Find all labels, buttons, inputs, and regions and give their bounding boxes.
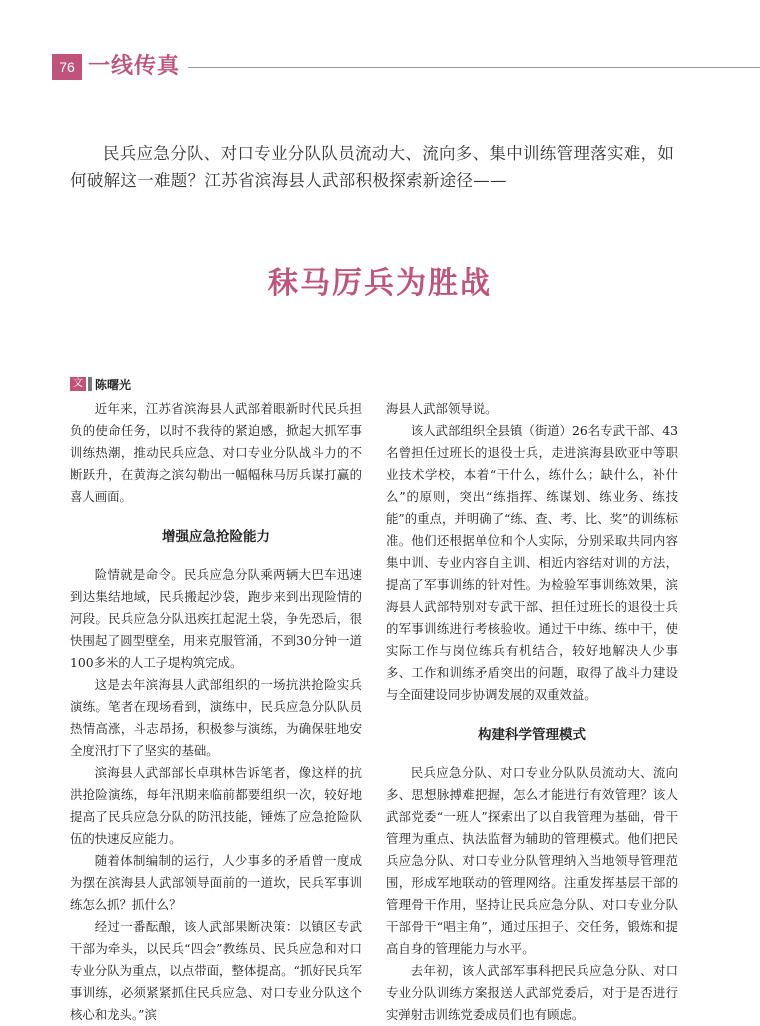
section-heading: 增强应急抢险能力 bbox=[162, 529, 270, 545]
byline bbox=[70, 376, 131, 392]
paragraph: 近年来，江苏省滨海县人武部着眼新时代民兵担负的使命任务，以时不我待的紧迫感，掀起大抓军事训练热潮，推动民兵应急、对口专业分队战斗力的不断跃升，在黄海之滨勾勒出一幅幅秣马厉兵谋打赢的喜人画面。 bbox=[70, 401, 362, 504]
paragraph: 经过一番酝酿，该人武部果断决策：以镇区专武干部为牵头，以民兵“四会”教练员、民兵应急和对口专业分队为重点，以点带面，整体提高。“抓好民兵军事训练，必须紧紧抓住民兵应急、对口专业分队这个核心和龙头。”滨 bbox=[70, 919, 362, 1022]
paragraph: 去年初，该人武部军事科把民兵应急分队、对口专业分队训练方案报送人武部党委后，对于是否进行实弹射击训练党委成员们也有顾虑。 bbox=[386, 963, 678, 1022]
page-number: 76 bbox=[52, 54, 82, 80]
byline-divider bbox=[88, 377, 92, 391]
article-title: 秣马厉兵为胜战 bbox=[268, 266, 492, 301]
section-name: 一线传真 bbox=[88, 54, 181, 79]
left-column bbox=[70, 398, 362, 1026]
section-heading: 构建科学管理模式 bbox=[478, 727, 586, 743]
byline-author: 陈曙光 bbox=[95, 377, 132, 392]
right-column bbox=[386, 398, 678, 1026]
article-lead: 民兵应急分队、对口专业分队队员流动大、流向多、集中训练管理落实难，如何破解这一难题？江苏省滨海县人武部积极探索新途径—— bbox=[70, 144, 675, 190]
paragraph: 该人武部组织全县镇（街道）26名专武干部、43名曾担任过班长的退役士兵，走进滨海县欧亚中等职业技术学校，本着“干什么，练什么；缺什么，补什么”的原则，突出“练指挥、练谋划、练业务、练技能”的重点，并明确了“练、查、考、比、奖”的训练标准。他们还根据单位和个人实际，分别采取共同内容集中训、专业内容自主训、相近内容结对训的方法，提高了军事训练的针对性。为检验军事训练效果，滨海县人武部特别对专武干部、担任过班长的退役士兵的军事训练进行考核验收。通过干中练、练中干，使实际工作与岗位练兵有机结合，较好地解决人少事多、工作和训练矛盾突出的问题，取得了战斗力建设与全面建设同步协调发展的双重效益。 bbox=[386, 423, 678, 702]
paragraph: 险情就是命令。民兵应急分队乘两辆大巴车迅速到达集结地域，民兵搬起沙袋，跑步来到出现险情的河段。民兵应急分队迅疾扛起泥土袋，争先恐后，很快围起了圆型壁垒，用来克服管涌，不到30分钟一道100多米的人工子堤构筑完成。 bbox=[70, 567, 362, 670]
paragraph: 这是去年滨海县人武部组织的一场抗洪抢险实兵演练。笔者在现场看到，演练中，民兵应急分队队员热情高涨，斗志昂扬，积极参与演练，为确保驻地安全度汛打下了坚实的基础。 bbox=[70, 677, 362, 758]
byline-tag: 文 bbox=[70, 377, 86, 391]
paragraph: 民兵应急分队、对口专业分队队员流动大、流向多、思想脉搏难把握，怎么才能进行有效管理？该人武部党委“一班人”探索出了以自我管理为基础，骨干管理为重点、执法监督为辅助的管理模式。他们把民兵应急分队、对口专业分队管理纳入当地领导管理范围，形成军地联动的管理网络。注重发挥基层干部的管理骨干作用，坚持让民兵应急分队、对口专业分队干部骨干“唱主角”，通过压担子、交任务，锻炼和提高自身的管理能力与水平。 bbox=[386, 765, 678, 956]
page-header bbox=[0, 52, 760, 84]
paragraph: 随着体制编制的运行，人少事多的矛盾曾一度成为摆在滨海县人武部领导面前的一道坎，民兵军事训练怎么抓？抓什么？ bbox=[70, 853, 362, 912]
paragraph: 滨海县人武部部长卓琪林告诉笔者，像这样的抗洪抢险演练，每年汛期来临前都要组织一次，较好地提高了民兵应急分队的防汛技能，锤炼了应急抢险队伍的快速反应能力。 bbox=[70, 765, 362, 846]
header-divider bbox=[188, 67, 760, 68]
paragraph: 海县人武部领导说。 bbox=[386, 401, 498, 416]
